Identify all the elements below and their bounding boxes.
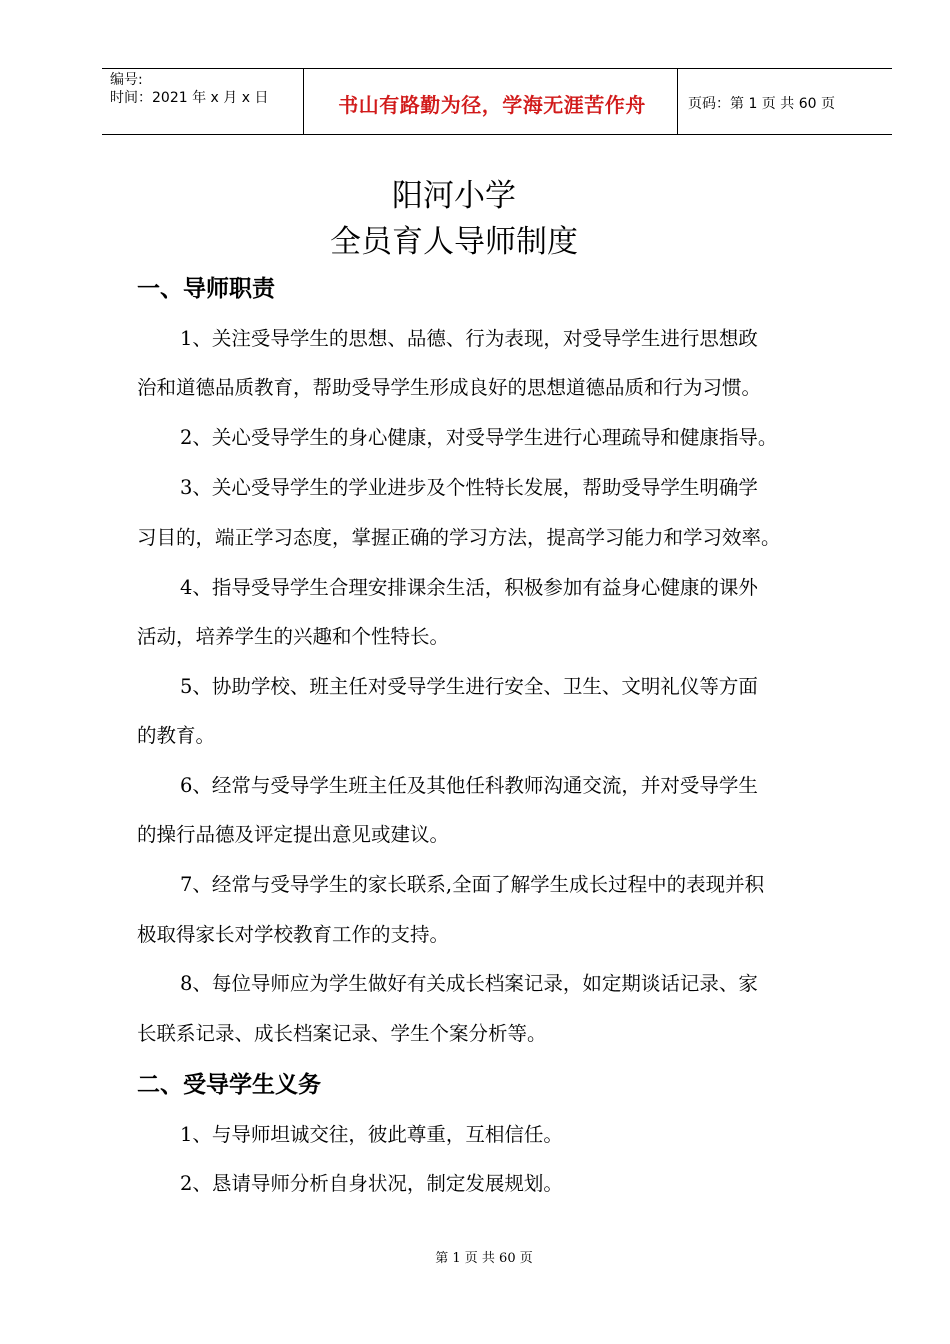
body-line: 1、与导师坦诚交往，彼此尊重，互相信任。	[180, 1123, 563, 1146]
school-title: 阳河小学	[392, 178, 516, 214]
body-line: 7、经常与受导学生的家长联系,全面了解学生成长过程中的表现并积	[180, 873, 765, 896]
body-line: 的教育。	[137, 724, 216, 747]
body-line: 治和道德品质教育，帮助受导学生形成良好的思想道德品质和行为习惯。	[137, 376, 762, 399]
body-line: 3、关心受导学生的学业进步及个性特长发展，帮助受导学生明确学	[180, 476, 758, 499]
page-footer: 第 1 页 共 60 页	[435, 1251, 533, 1266]
body-line: 4、指导受导学生合理安排课余生活，积极参加有益身心健康的课外	[180, 576, 758, 599]
body-line: 极取得家长对学校教育工作的支持。	[137, 923, 450, 946]
section-heading: 二、受导学生义务	[137, 1072, 321, 1098]
number-label: 编号:	[110, 72, 143, 88]
body-line: 活动，培养学生的兴趣和个性特长。	[137, 625, 450, 648]
body-line: 1、关注受导学生的思想、品德、行为表现，对受导学生进行思想政	[180, 327, 758, 350]
body-line: 6、经常与受导学生班主任及其他任科教师沟通交流，并对受导学生	[180, 774, 758, 797]
body-line: 8、每位导师应为学生做好有关成长档案记录，如定期谈话记录、家	[180, 972, 758, 995]
header-divider	[677, 69, 678, 134]
body-line: 5、协助学校、班主任对受导学生进行安全、卫生、文明礼仪等方面	[180, 675, 758, 698]
time-label: 时间：2021 年 x 月 x 日	[110, 90, 269, 106]
body-line: 2、关心受导学生的身心健康，对受导学生进行心理疏导和健康指导。	[180, 426, 778, 449]
header-divider	[303, 69, 304, 134]
header-meta	[110, 71, 268, 107]
body-line: 的操行品德及评定提出意见或建议。	[137, 823, 450, 846]
header-page-info: 页码：第 1 页 共 60 页	[688, 96, 835, 112]
document-title: 全员育人导师制度	[330, 224, 578, 260]
page-header	[102, 68, 892, 135]
body-line: 习目的，端正学习态度，掌握正确的学习方法，提高学习能力和学习效率。	[137, 526, 781, 549]
header-motto: 书山有路勤为径，学海无涯苦作舟	[338, 93, 646, 117]
body-line: 长联系记录、成长档案记录、学生个案分析等。	[137, 1022, 547, 1045]
section-heading: 一、导师职责	[137, 276, 275, 302]
body-line: 2、恳请导师分析自身状况，制定发展规划。	[180, 1172, 563, 1195]
